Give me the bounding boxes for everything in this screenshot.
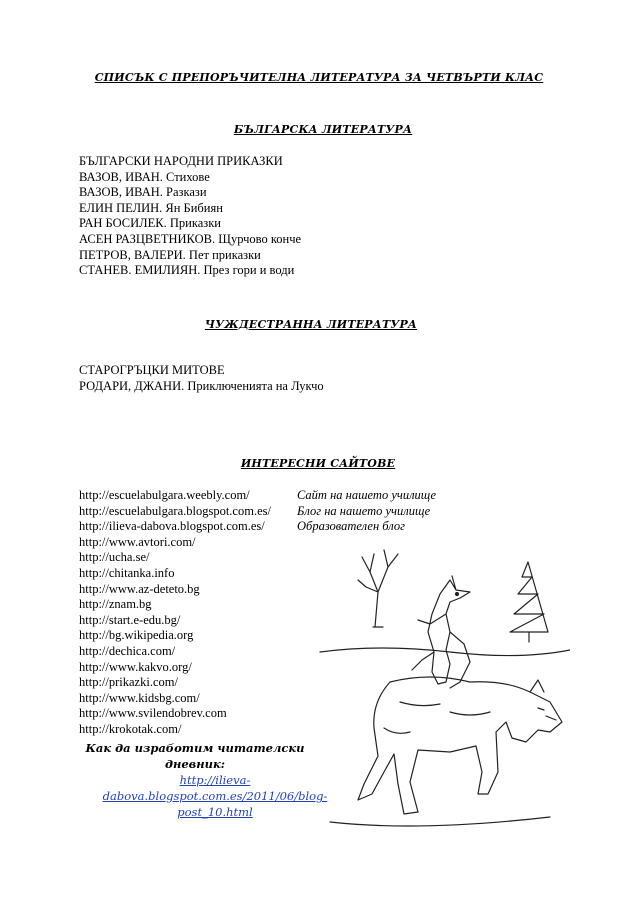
site-link[interactable]: http://start.e-edu.bg/ [79,612,181,627]
list-item: РОДАРИ, ДЖАНИ. Приключенията на Лукчо [79,378,324,393]
site-link[interactable]: http://prikazki.com/ [79,675,178,690]
list-item: РАН БОСИЛЕК. Приказки [79,216,221,231]
site-link[interactable]: http://ucha.se/ [79,550,150,565]
site-link[interactable]: http://znam.bg [79,597,152,612]
site-link[interactable]: http://www.svilendobrev.com [79,706,227,721]
fir-tree-icon [510,562,548,642]
section-heading-foreign: ЧУЖДЕСТРАННА ЛИТЕРАТУРА [204,318,418,331]
list-item: АСЕН РАЗЦВЕТНИКОВ. Щурчово конче [79,231,302,246]
site-link[interactable]: http://escuelabulgara.weebly.com/ [79,488,250,502]
site-link[interactable]: http://www.kakvo.org/ [79,659,192,674]
list-item: ЕЛИН ПЕЛИН. Ян Бибиян [79,200,223,215]
bare-tree-icon [358,550,398,627]
reading-diary-block [70,740,360,820]
site-link[interactable]: http://bg.wikipedia.org [79,628,194,643]
section-heading-sites: ИНТЕРЕСНИ САЙТОВЕ [240,457,396,470]
list-item: СТАРОГРЪЦКИ МИТОВЕ [79,363,225,377]
fox-icon [412,576,470,688]
reading-diary-link[interactable]: http://ilieva-dabova.blogspot.com.es/2011/06/blog-post_10.html [102,773,328,819]
bulgarian-literature-list [79,154,301,279]
list-item: ВАЗОВ, ИВАН. Стихове [79,169,210,184]
wolf-icon [358,677,562,814]
list-item: БЪЛГАРСКИ НАРОДНИ ПРИКАЗКИ [79,154,283,168]
site-link[interactable]: http://www.avtori.com/ [79,534,196,549]
site-link[interactable]: http://dechica.com/ [79,643,176,658]
site-link[interactable]: http://www.az-deteto.bg [79,581,200,596]
site-link[interactable]: http://www.kidsbg.com/ [79,690,200,705]
site-link[interactable]: http://escuelabulgara.blogspot.com.es/ [79,503,271,518]
page-title: СПИСЪК С ПРЕПОРЪЧИТЕЛНА ЛИТЕРАТУРА ЗА ЧЕТВЪРТИ КЛАС [94,71,544,84]
foreign-literature-list [79,363,324,394]
site-link[interactable]: http://ilieva-dabova.blogspot.com.es/ [79,519,265,534]
site-link[interactable]: http://chitanka.info [79,565,175,580]
site-note-educational: Образователен блог [297,519,405,534]
list-item: СТАНЕВ. ЕМИЛИЯН. През гори и води [79,263,295,278]
site-link[interactable]: http://krokotak.com/ [79,721,182,736]
sites-list [79,488,271,738]
site-note-school: Сайт на нашето училище [297,488,437,502]
reading-diary-title: Как да изработим читателски дневник: [85,741,305,771]
site-note-blog: Блог на нашето училище [297,503,431,518]
list-item: ПЕТРОВ, ВАЛЕРИ. Пет приказки [79,247,261,262]
section-heading-bulgarian: БЪЛГАРСКА ЛИТЕРАТУРА [233,123,413,136]
list-item: ВАЗОВ, ИВАН. Разкази [79,185,207,200]
